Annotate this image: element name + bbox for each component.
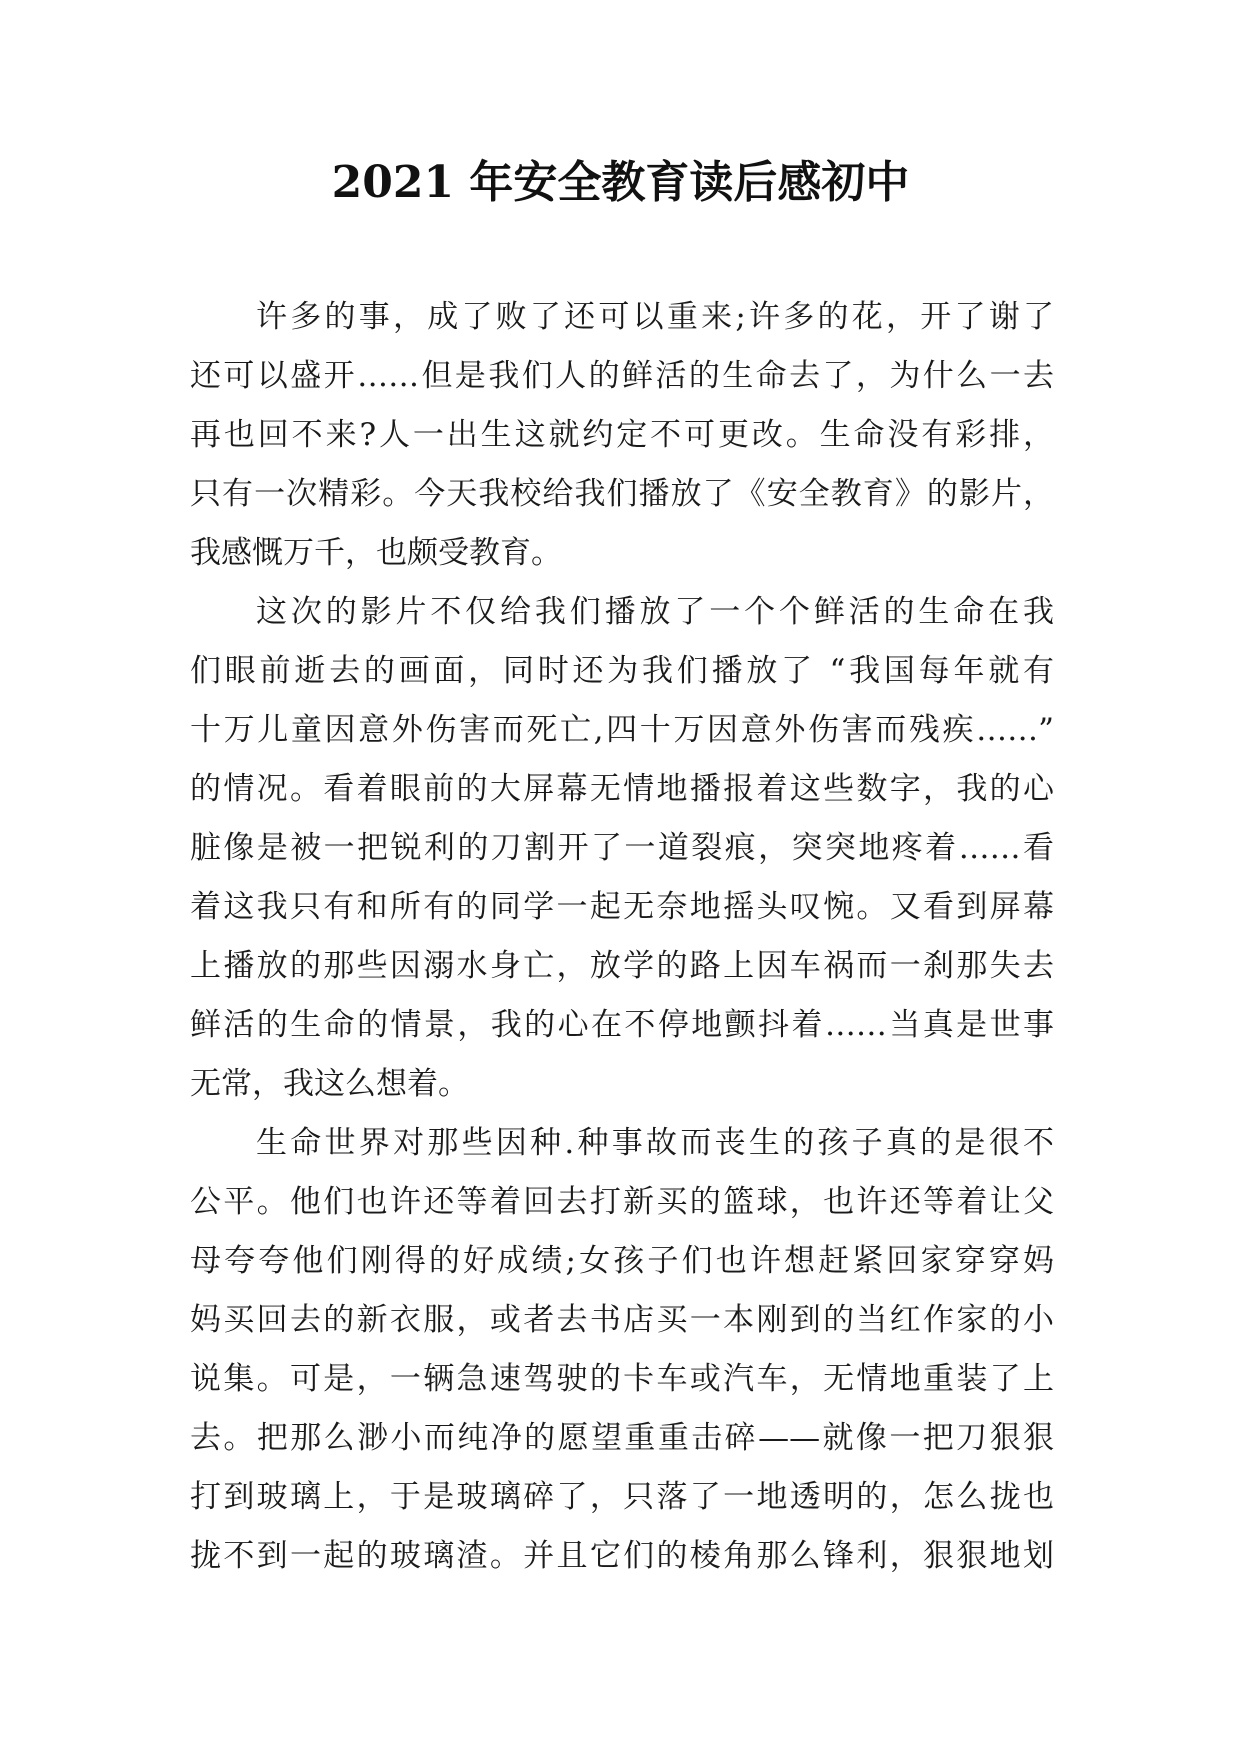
text-line: 这次的影片不仅给我们播放了一个个鲜活的生命在我: [256, 594, 1054, 630]
document-title: 2021 年安全教育读后感初中: [331, 157, 910, 208]
text-line: 母夸夸他们刚得的好成绩;女孩子们也许想赶紧回家穿穿妈: [190, 1243, 1054, 1279]
text-line: 只有一次精彩。今天我校给我们播放了《安全教育》的影片，: [190, 476, 1054, 512]
document-body: [190, 288, 1054, 1586]
text-line: 去。把那么渺小而纯净的愿望重重击碎——就像一把刀狠狠: [190, 1420, 1054, 1456]
text-line: 上播放的那些因溺水身亡，放学的路上因车祸而一刹那失去: [190, 948, 1054, 984]
text-line: 再也回不来?人一出生这就约定不可更改。生命没有彩排，: [190, 417, 1054, 453]
text-line: 许多的事，成了败了还可以重来;许多的花，开了谢了: [256, 299, 1054, 335]
paragraph-1: [190, 288, 1054, 583]
text-line: 十万儿童因意外伤害而死亡,四十万因意外伤害而残疾……”: [190, 712, 1054, 748]
paragraph-3: [190, 1114, 1054, 1586]
text-line: 们眼前逝去的画面，同时还为我们播放了 “我国每年就有: [190, 653, 1054, 689]
text-line: 脏像是被一把锐利的刀割开了一道裂痕，突突地疼着……看: [190, 830, 1054, 866]
paragraph-2: [190, 583, 1054, 1114]
text-line: 说集。可是，一辆急速驾驶的卡车或汽车，无情地重装了上: [190, 1361, 1054, 1397]
text-line: 生命世界对那些因种.种事故而丧生的孩子真的是很不: [256, 1125, 1054, 1161]
text-line: 无常，我这么想着。: [190, 1066, 469, 1102]
text-line: 还可以盛开……但是我们人的鲜活的生命去了，为什么一去: [190, 358, 1054, 394]
text-line: 打到玻璃上，于是玻璃碎了，只落了一地透明的，怎么拢也: [190, 1479, 1054, 1515]
text-line: 妈买回去的新衣服，或者去书店买一本刚到的当红作家的小: [190, 1302, 1054, 1338]
text-line: 拢不到一起的玻璃渣。并且它们的棱角那么锋利，狠狠地划: [190, 1538, 1054, 1574]
text-line: 我感慨万千，也颇受教育。: [190, 535, 562, 571]
text-line: 的情况。看着眼前的大屏幕无情地播报着这些数字，我的心: [190, 771, 1054, 807]
text-line: 着这我只有和所有的同学一起无奈地摇头叹惋。又看到屏幕: [190, 889, 1054, 925]
text-line: 鲜活的生命的情景，我的心在不停地颤抖着……当真是世事: [190, 1007, 1054, 1043]
text-line: 公平。他们也许还等着回去打新买的篮球，也许还等着让父: [190, 1184, 1054, 1220]
